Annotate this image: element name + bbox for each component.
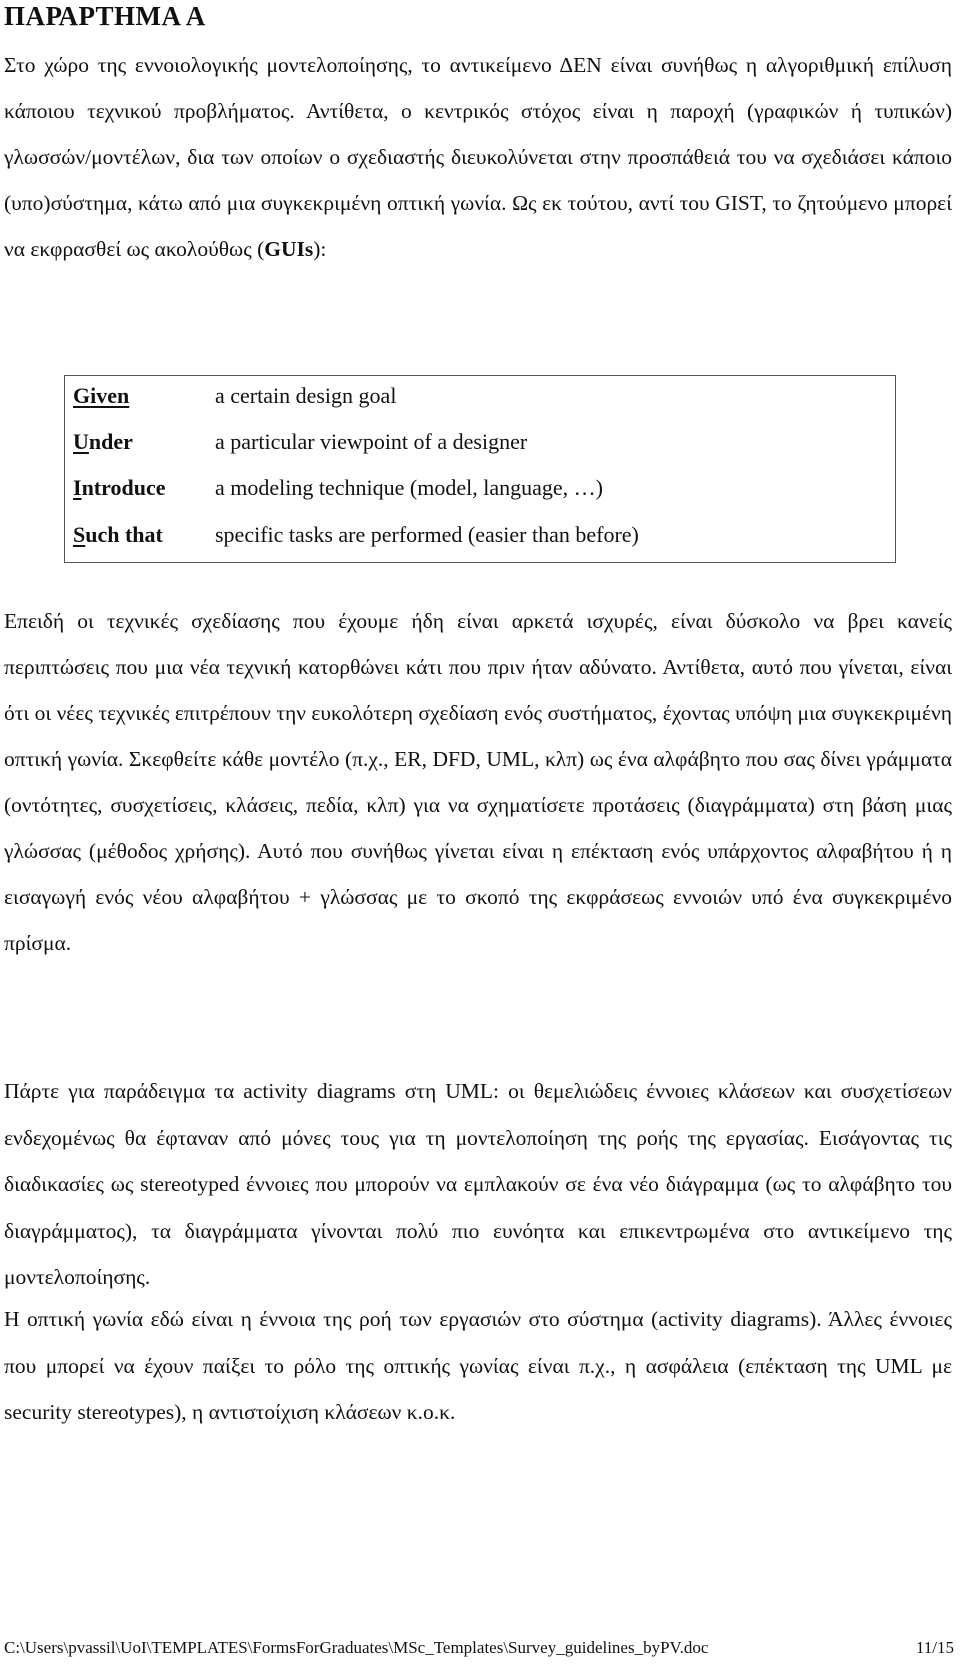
- key-initial: I: [73, 475, 82, 500]
- key-initial: U: [73, 429, 89, 454]
- guis-value-introduce: a modeling technique (model, language, …): [215, 475, 603, 500]
- guis-acronym: GUIs: [264, 237, 314, 261]
- intro-paragraph: [4, 42, 952, 272]
- key-rest: ntroduce: [81, 475, 166, 500]
- guis-key-given: [73, 376, 213, 416]
- footer-page-number: 11/15: [915, 1638, 954, 1657]
- guis-value-under: a particular viewpoint of a designer: [215, 429, 528, 454]
- guis-key-introduce: [73, 468, 213, 508]
- guis-key-such-that: [73, 515, 213, 555]
- guis-value-such-that: specific tasks are performed (easier than before): [215, 522, 639, 547]
- footer-file-path: C:\Users\pvassil\UoI\TEMPLATES\FormsForGraduates\MSc_Templates\Survey_guidelines_byPV.doc: [4, 1638, 709, 1657]
- key-rest: iven: [90, 383, 130, 408]
- guis-key-under: [73, 422, 213, 462]
- key-rest: nder: [88, 429, 133, 454]
- techniques-paragraph: Επειδή οι τεχνικές σχεδίασης που έχουμε ήδη είναι αρκετά ισχυρές, είναι δύσκολο να βρει κανείς περιπτώσεις που μια νέα τεχνική κατορθώνει κάτι που πριν ήταν αδύνατο. Αντίθετα, αυτό που γίνεται, είναι ότι οι νέες τεχνικές επιτρέπουν την ευκολότερη σχεδίαση ενός συστήματος, έχοντας υπόψη μια συγκεκριμένη οπτική γωνία. Σκεφθείτε κάθε μοντέλο (π.χ., ER, DFD, UML, κλπ) ως ένα αλφάβητο που σας δίνει γράμματα (οντότητες, συσχετίσεις, κλάσεις, πεδία, κλπ) για να σχηματίσετε προτάσεις (διαγράμματα) στη βάση μιας γλώσσας (μέθοδος χρήσης). Αυτό που συνήθως γίνεται είναι η επέκταση ενός υπάρχοντος αλφαβήτου ή η εισαγωγή ενός νέου αλφαβήτου + γλώσσας με το σκοπό της εκφράσεως εννοιών υπό ένα συγκεκριμένο πρίσμα.: [4, 609, 952, 955]
- intro-paragraph-text: Στο χώρο της εννοιολογικής μοντελοποίησης, το αντικείμενο ΔΕΝ είναι συνήθως η αλγοριθμική επίλυση κάποιου τεχνικού προβλήματος. Αντίθετα, ο κεντρικός στόχος είναι η παροχή (γραφικών ή τυπικών) γλωσσών/μοντέλων, δια των οποίων ο σχεδιαστής διευκολύνεται στην προσπάθειά του να σχεδιάσει κάποιο (υπο)σύστημα, κάτω από μια συγκεκριμένη οπτική γωνία. Ως εκ τούτου, αντί του GIST, το ζητούμενο μπορεί να εκφρασθεί ως ακολούθως (: [4, 53, 952, 261]
- viewpoint-paragraph: Η οπτική γωνία εδώ είναι η έννοια της ροή των εργασιών στο σύστημα (activity diagrams). Άλλες έννοιες που μπορεί να έχουν παίξει το ρόλο της οπτικής γωνίας είναι π.χ., η ασφάλεια (επέκταση της UML με security stereotypes), η αντιστοίχιση κλάσεων κ.ο.κ.: [4, 1307, 952, 1424]
- intro-paragraph-end: ):: [313, 237, 327, 261]
- key-rest: uch that: [85, 522, 163, 547]
- activity-diagrams-paragraph: Πάρτε για παράδειγμα τα activity diagrams στη UML: οι θεμελιώδεις έννοιες κλάσεων και συσχετίσεων ενδεχομένως θα έφταναν από μόνες τους για τη μοντελοποίηση της ροής της εργασίας. Εισάγοντας τις διαδικασίες ως stereotyped έννοιες που μπορούν να εμπλακούν σε ένα νέο διάγραμμα (ως το αλφάβητο του διαγράμματος), τα διαγράμματα γίνονται πολύ πιο ευνόητα και επικεντρωμένα στο αντικείμενο της μοντελοποίησης.: [4, 1079, 952, 1289]
- guis-value-given: a certain design goal: [215, 383, 397, 408]
- appendix-heading: ΠΑΡΑΡΤΗΜΑ Α: [4, 1, 206, 31]
- guis-definition-box: [64, 375, 896, 563]
- key-initial: S: [73, 522, 86, 547]
- key-initial: G: [73, 383, 91, 408]
